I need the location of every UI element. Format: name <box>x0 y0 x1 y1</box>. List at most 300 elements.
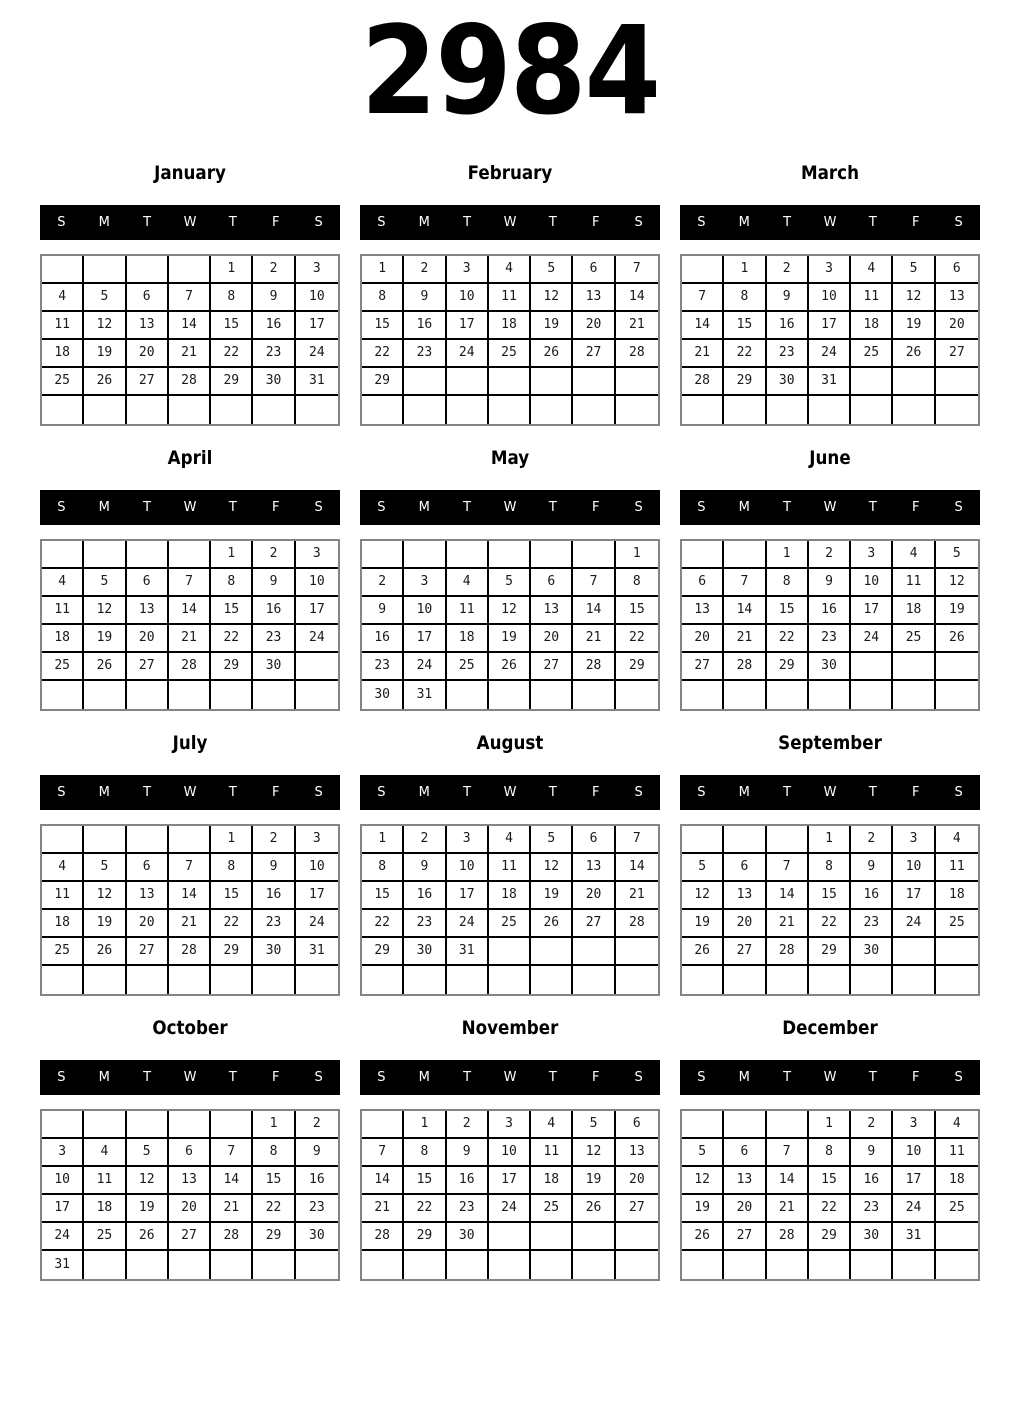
weekday-label: S <box>377 214 386 230</box>
day-cell: 22 <box>809 1195 851 1223</box>
day-cell: 16 <box>253 312 295 340</box>
weekday-label: S <box>57 1069 66 1085</box>
month-grid <box>40 539 340 711</box>
weekday-label: T <box>143 214 152 230</box>
month-block <box>40 162 340 426</box>
day-cell: 17 <box>296 597 338 625</box>
month-block <box>680 447 980 711</box>
weekday-label: W <box>823 1069 837 1085</box>
day-cell: 10 <box>489 1139 531 1167</box>
weekday-label: T <box>143 1069 152 1085</box>
day-cell: 27 <box>573 340 615 368</box>
day-cell-empty <box>573 1223 615 1251</box>
weekday-bar <box>680 1060 980 1095</box>
day-cell-empty <box>127 1111 169 1139</box>
day-cell: 21 <box>169 910 211 938</box>
day-cell: 9 <box>447 1139 489 1167</box>
day-cell: 9 <box>851 854 893 882</box>
day-cell-empty <box>616 1251 658 1279</box>
day-cell-empty <box>851 368 893 396</box>
day-cell: 16 <box>253 597 295 625</box>
day-cell: 25 <box>447 653 489 681</box>
weekday-label: S <box>697 1069 706 1085</box>
day-cell-empty <box>767 681 809 709</box>
day-cell: 9 <box>404 854 446 882</box>
day-cell: 19 <box>682 1195 724 1223</box>
day-cell: 29 <box>616 653 658 681</box>
day-cell-empty <box>169 256 211 284</box>
month-block <box>360 447 660 711</box>
day-cell: 24 <box>296 910 338 938</box>
day-cell-empty <box>682 541 724 569</box>
day-cell: 2 <box>404 826 446 854</box>
day-cell: 6 <box>127 854 169 882</box>
day-cell-empty <box>573 966 615 994</box>
day-cell-empty <box>296 681 338 709</box>
day-cell: 19 <box>127 1195 169 1223</box>
day-cell: 5 <box>84 854 126 882</box>
day-cell: 19 <box>531 312 573 340</box>
month-block <box>680 162 980 426</box>
day-cell: 15 <box>809 882 851 910</box>
day-cell-empty <box>809 396 851 424</box>
day-cell-empty <box>724 681 766 709</box>
month-grid <box>680 1109 980 1281</box>
day-cell-empty <box>404 396 446 424</box>
day-cell: 19 <box>489 625 531 653</box>
day-cell: 15 <box>404 1167 446 1195</box>
weekday-bar <box>680 205 980 240</box>
day-cell: 3 <box>851 541 893 569</box>
day-cell-empty <box>127 1251 169 1279</box>
day-cell-empty <box>169 1111 211 1139</box>
month-title: June <box>809 446 851 469</box>
day-cell: 23 <box>404 910 446 938</box>
day-cell: 17 <box>489 1167 531 1195</box>
day-cell: 20 <box>127 625 169 653</box>
weekday-label: T <box>228 1069 237 1085</box>
day-cell: 7 <box>724 569 766 597</box>
day-cell-empty <box>724 1251 766 1279</box>
weekday-label: S <box>954 1069 963 1085</box>
day-cell-empty <box>682 1111 724 1139</box>
day-cell: 1 <box>211 826 253 854</box>
day-cell: 11 <box>936 1139 978 1167</box>
weekday-bar <box>680 490 980 525</box>
day-cell: 6 <box>573 826 615 854</box>
month-block <box>40 732 340 996</box>
day-cell: 22 <box>809 910 851 938</box>
day-cell: 14 <box>169 882 211 910</box>
weekday-label: T <box>548 1069 557 1085</box>
day-cell: 27 <box>573 910 615 938</box>
day-cell: 5 <box>936 541 978 569</box>
day-cell-empty <box>169 541 211 569</box>
day-cell: 31 <box>42 1251 84 1279</box>
day-cell-empty <box>84 541 126 569</box>
day-cell: 11 <box>42 312 84 340</box>
day-cell-empty <box>42 396 84 424</box>
weekday-label: F <box>271 784 280 800</box>
day-cell: 4 <box>489 256 531 284</box>
day-cell-empty <box>84 1251 126 1279</box>
day-cell: 3 <box>809 256 851 284</box>
day-cell-empty <box>489 938 531 966</box>
weekday-bar <box>360 205 660 240</box>
weekday-label: W <box>823 784 837 800</box>
weekday-bar <box>360 1060 660 1095</box>
day-cell-empty <box>127 966 169 994</box>
weekday-label: T <box>228 784 237 800</box>
day-cell: 5 <box>531 826 573 854</box>
day-cell: 11 <box>936 854 978 882</box>
day-cell-empty <box>893 1251 935 1279</box>
day-cell-empty <box>616 681 658 709</box>
day-cell-empty <box>127 826 169 854</box>
day-cell: 21 <box>211 1195 253 1223</box>
day-cell-empty <box>724 541 766 569</box>
weekday-label: S <box>954 499 963 515</box>
weekday-label: M <box>98 1069 110 1085</box>
day-cell: 5 <box>531 256 573 284</box>
weekday-label: S <box>697 784 706 800</box>
month-title: May <box>490 446 530 469</box>
day-cell-empty <box>724 966 766 994</box>
day-cell-empty <box>936 653 978 681</box>
day-cell-empty <box>169 681 211 709</box>
day-cell: 26 <box>84 938 126 966</box>
day-cell: 23 <box>253 910 295 938</box>
day-cell: 14 <box>767 1167 809 1195</box>
day-cell: 8 <box>404 1139 446 1167</box>
day-cell-empty <box>573 1251 615 1279</box>
day-cell-empty <box>253 966 295 994</box>
day-cell: 2 <box>404 256 446 284</box>
day-cell: 17 <box>447 312 489 340</box>
day-cell: 27 <box>127 653 169 681</box>
day-cell-empty <box>616 966 658 994</box>
day-cell: 11 <box>489 284 531 312</box>
weekday-label: F <box>911 214 920 230</box>
month-grid <box>680 254 980 426</box>
weekday-label: T <box>868 499 877 515</box>
day-cell: 4 <box>531 1111 573 1139</box>
weekday-label: F <box>271 499 280 515</box>
day-cell: 18 <box>851 312 893 340</box>
day-cell: 2 <box>809 541 851 569</box>
day-cell-empty <box>573 541 615 569</box>
day-cell: 13 <box>936 284 978 312</box>
day-cell: 27 <box>682 653 724 681</box>
day-cell: 9 <box>253 854 295 882</box>
day-cell: 12 <box>84 882 126 910</box>
weekday-label: S <box>314 784 323 800</box>
day-cell: 29 <box>211 368 253 396</box>
day-cell-empty <box>936 396 978 424</box>
day-cell: 27 <box>724 938 766 966</box>
weekday-label: S <box>377 1069 386 1085</box>
day-cell: 1 <box>767 541 809 569</box>
day-cell: 20 <box>682 625 724 653</box>
weekday-bar <box>360 775 660 810</box>
month-title: December <box>782 1016 878 1039</box>
day-cell: 24 <box>851 625 893 653</box>
day-cell: 18 <box>936 882 978 910</box>
day-cell: 2 <box>253 256 295 284</box>
day-cell: 17 <box>851 597 893 625</box>
month-title: January <box>154 161 226 184</box>
day-cell: 24 <box>42 1223 84 1251</box>
day-cell: 30 <box>404 938 446 966</box>
day-cell-empty <box>362 966 404 994</box>
weekday-label: T <box>548 214 557 230</box>
day-cell: 28 <box>616 910 658 938</box>
day-cell: 14 <box>682 312 724 340</box>
day-cell: 20 <box>127 910 169 938</box>
day-cell: 8 <box>253 1139 295 1167</box>
day-cell: 16 <box>404 312 446 340</box>
day-cell: 20 <box>616 1167 658 1195</box>
day-cell: 9 <box>253 284 295 312</box>
day-cell-empty <box>296 1251 338 1279</box>
day-cell: 17 <box>296 882 338 910</box>
weekday-label: F <box>271 1069 280 1085</box>
day-cell: 23 <box>767 340 809 368</box>
day-cell: 30 <box>809 653 851 681</box>
day-cell-empty <box>84 681 126 709</box>
weekday-label: T <box>143 784 152 800</box>
day-cell-empty <box>84 966 126 994</box>
weekday-label: M <box>418 784 430 800</box>
day-cell: 23 <box>851 1195 893 1223</box>
weekday-label: S <box>634 499 643 515</box>
day-cell: 8 <box>211 569 253 597</box>
day-cell-empty <box>936 966 978 994</box>
day-cell: 9 <box>253 569 295 597</box>
day-cell-empty <box>42 1111 84 1139</box>
day-cell-empty <box>893 368 935 396</box>
day-cell: 13 <box>616 1139 658 1167</box>
day-cell: 15 <box>362 882 404 910</box>
day-cell: 23 <box>296 1195 338 1223</box>
day-cell: 25 <box>42 653 84 681</box>
weekday-label: S <box>954 784 963 800</box>
day-cell: 29 <box>362 938 404 966</box>
day-cell: 3 <box>296 826 338 854</box>
day-cell: 13 <box>682 597 724 625</box>
day-cell: 7 <box>169 284 211 312</box>
day-cell: 2 <box>767 256 809 284</box>
weekday-label: T <box>868 1069 877 1085</box>
day-cell: 13 <box>127 597 169 625</box>
day-cell: 29 <box>362 368 404 396</box>
month-block <box>40 447 340 711</box>
day-cell: 21 <box>682 340 724 368</box>
day-cell: 28 <box>573 653 615 681</box>
day-cell: 17 <box>447 882 489 910</box>
day-cell: 7 <box>767 1139 809 1167</box>
day-cell-empty <box>809 966 851 994</box>
weekday-label: W <box>183 1069 197 1085</box>
day-cell: 21 <box>169 340 211 368</box>
day-cell: 21 <box>767 1195 809 1223</box>
month-title: July <box>172 731 208 754</box>
day-cell: 31 <box>296 938 338 966</box>
weekday-label: W <box>503 214 517 230</box>
day-cell: 10 <box>296 569 338 597</box>
day-cell: 19 <box>893 312 935 340</box>
day-cell-empty <box>404 368 446 396</box>
day-cell: 31 <box>809 368 851 396</box>
weekday-label: M <box>98 214 110 230</box>
day-cell: 13 <box>573 284 615 312</box>
day-cell: 27 <box>724 1223 766 1251</box>
day-cell-empty <box>531 966 573 994</box>
day-cell: 6 <box>127 569 169 597</box>
month-block <box>680 1017 980 1281</box>
day-cell-empty <box>211 396 253 424</box>
day-cell: 27 <box>616 1195 658 1223</box>
weekday-label: W <box>183 499 197 515</box>
day-cell: 29 <box>404 1223 446 1251</box>
weekday-label: T <box>783 1069 792 1085</box>
day-cell: 12 <box>531 854 573 882</box>
weekday-label: F <box>591 1069 600 1085</box>
weekday-label: M <box>738 784 750 800</box>
day-cell: 26 <box>531 340 573 368</box>
weekday-label: S <box>954 214 963 230</box>
day-cell: 3 <box>404 569 446 597</box>
day-cell-empty <box>404 541 446 569</box>
day-cell: 18 <box>84 1195 126 1223</box>
day-cell-empty <box>573 681 615 709</box>
day-cell: 29 <box>767 653 809 681</box>
day-cell: 20 <box>724 910 766 938</box>
day-cell: 8 <box>809 1139 851 1167</box>
day-cell: 5 <box>682 1139 724 1167</box>
day-cell: 4 <box>936 1111 978 1139</box>
day-cell-empty <box>893 966 935 994</box>
day-cell: 30 <box>362 681 404 709</box>
day-cell: 16 <box>253 882 295 910</box>
day-cell-empty <box>936 938 978 966</box>
day-cell: 3 <box>893 826 935 854</box>
day-cell-empty <box>767 396 809 424</box>
day-cell: 2 <box>447 1111 489 1139</box>
day-cell: 22 <box>362 910 404 938</box>
weekday-label: W <box>823 499 837 515</box>
day-cell: 31 <box>296 368 338 396</box>
day-cell: 28 <box>767 1223 809 1251</box>
weekday-bar <box>680 775 980 810</box>
day-cell: 30 <box>851 1223 893 1251</box>
day-cell: 28 <box>767 938 809 966</box>
day-cell: 4 <box>42 854 84 882</box>
day-cell: 29 <box>809 938 851 966</box>
day-cell: 8 <box>767 569 809 597</box>
weekday-label: S <box>57 499 66 515</box>
day-cell: 26 <box>936 625 978 653</box>
day-cell: 11 <box>447 597 489 625</box>
day-cell: 15 <box>362 312 404 340</box>
day-cell: 12 <box>893 284 935 312</box>
day-cell-empty <box>362 1251 404 1279</box>
day-cell: 31 <box>893 1223 935 1251</box>
day-cell: 10 <box>42 1167 84 1195</box>
day-cell: 5 <box>127 1139 169 1167</box>
day-cell: 25 <box>84 1223 126 1251</box>
month-grid <box>360 824 660 996</box>
day-cell: 11 <box>893 569 935 597</box>
weekday-label: T <box>783 784 792 800</box>
months-grid <box>0 162 1020 1281</box>
weekday-label: S <box>377 784 386 800</box>
day-cell: 6 <box>169 1139 211 1167</box>
month-title: October <box>152 1016 228 1039</box>
day-cell-empty <box>936 1251 978 1279</box>
day-cell: 4 <box>851 256 893 284</box>
day-cell: 3 <box>447 826 489 854</box>
weekday-label: F <box>911 784 920 800</box>
day-cell: 25 <box>42 368 84 396</box>
day-cell-empty <box>851 966 893 994</box>
day-cell: 28 <box>362 1223 404 1251</box>
day-cell: 1 <box>362 826 404 854</box>
day-cell-empty <box>84 396 126 424</box>
day-cell-empty <box>42 966 84 994</box>
day-cell: 19 <box>84 340 126 368</box>
weekday-label: T <box>783 214 792 230</box>
day-cell: 28 <box>616 340 658 368</box>
day-cell-empty <box>893 396 935 424</box>
day-cell: 26 <box>489 653 531 681</box>
month-grid <box>680 539 980 711</box>
day-cell: 19 <box>84 625 126 653</box>
day-cell: 25 <box>489 910 531 938</box>
day-cell: 24 <box>447 340 489 368</box>
day-cell-empty <box>724 826 766 854</box>
day-cell: 19 <box>936 597 978 625</box>
day-cell: 23 <box>404 340 446 368</box>
day-cell-empty <box>489 1251 531 1279</box>
day-cell: 27 <box>531 653 573 681</box>
day-cell: 30 <box>253 368 295 396</box>
day-cell: 15 <box>809 1167 851 1195</box>
day-cell: 6 <box>616 1111 658 1139</box>
day-cell-empty <box>767 1251 809 1279</box>
day-cell: 18 <box>42 340 84 368</box>
day-cell-empty <box>447 681 489 709</box>
day-cell-empty <box>404 966 446 994</box>
day-cell: 24 <box>893 1195 935 1223</box>
day-cell: 30 <box>253 653 295 681</box>
day-cell-empty <box>42 541 84 569</box>
day-cell: 10 <box>447 284 489 312</box>
day-cell-empty <box>531 1251 573 1279</box>
day-cell-empty <box>404 1251 446 1279</box>
day-cell-empty <box>936 1223 978 1251</box>
day-cell: 22 <box>362 340 404 368</box>
weekday-bar <box>360 490 660 525</box>
day-cell: 14 <box>767 882 809 910</box>
day-cell: 16 <box>404 882 446 910</box>
day-cell: 9 <box>296 1139 338 1167</box>
weekday-label: T <box>143 499 152 515</box>
day-cell: 5 <box>893 256 935 284</box>
day-cell: 23 <box>362 653 404 681</box>
weekday-label: M <box>98 499 110 515</box>
day-cell: 27 <box>169 1223 211 1251</box>
